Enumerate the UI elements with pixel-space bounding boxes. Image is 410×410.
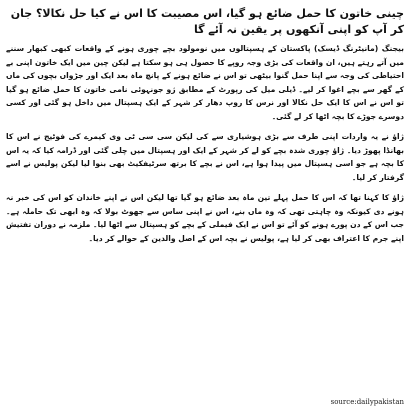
article-paragraph-2: ژاؤ نے یہ واردات اپنی طرف سے بڑی ہوشیاری سے کی لیکن سی سی ٹی وی کیمرے کی فوٹیج نے اس کا بھانڈا پھوڑ دیا۔ ژاؤ چوری شدہ بچے کو لے کر شہر کے ایک اور ہسپتال میں چلی گئی اور ڈرامہ کیا کہ یہ اس کا بچہ ہے جو اسی ہسپتال میں پیدا ہوا ہے، اس نے بچے کا برتھ سرٹیفکیٹ بھی بنوا لیا لیکن پولیس نے اسے گرفتار کر لیا۔ <box>6 132 404 182</box>
source-credit: source:dailypakistan <box>330 398 404 406</box>
article-paragraph-3: ژاؤ کا کہنا تھا کہ اس کا حمل پہلے تین ماہ بعد ضائع ہو گیا تھا لیکن اس نے اپنے خاندان کو اس کی خبر نہ ہونے دی کیونکہ وہ چاہتی تھی کہ وہ ماں بنے، اس نے اپنی ساس سے جھوٹ بولا کہ وہ ابھی تک حاملہ ہے۔ جب اس کے دن پورے ہونے کو آئے تو اس نے ایک فیملی کے بچے کو ہسپتال سے اٹھا لیا۔ ملزمہ نے دوران تفتیش اپنے جرم کا اعتراف بھی کر لیا ہے، پولیس نے بچہ اس کے اصل والدین کے حوالے کر دیا۔ <box>6 193 404 243</box>
article-paragraph-1: بیجنگ (مانیٹرنگ ڈیسک) پاکستان کے ہسپتالوں میں نومولود بچے چوری ہونے کے واقعات کبھی کبھار سننے میں آتے رہتے ہیں، ان واقعات کی بڑی وجہ روپے کا حصول ہی ہو سکتا ہے لیکن چین میں ایک خاتون اپنی بے احتیاطی کی وجہ سے اپنا حمل گنوا بیٹھی تو اس نے ضائع ہونے کے پانچ ماہ بعد ایک اور جڑواں بچوں کی ماں کے گھر سے بچے اغوا کر لیے۔ ڈیلی میل کی رپورٹ کے مطابق ژو جونہوئی نامی خاتون کا حمل ضائع ہو گیا تو اس نے اس کا ایک حل نکالا اور نرس کا روپ دھار کر شہر کے ایک ہسپتال میں داخل ہو گئی اور کسی دوسرے جوڑے کا بچہ اٹھا کر لے گئی۔ <box>6 44 404 121</box>
article-headline: چینی خاتون کا حمل ضائع ہو گیا، اس مصیبت کا اس نے کیا حل نکالا؟ جان کر آپ کو اپنی آنکھوں پر یقین نہ آئے گا <box>10 7 404 36</box>
